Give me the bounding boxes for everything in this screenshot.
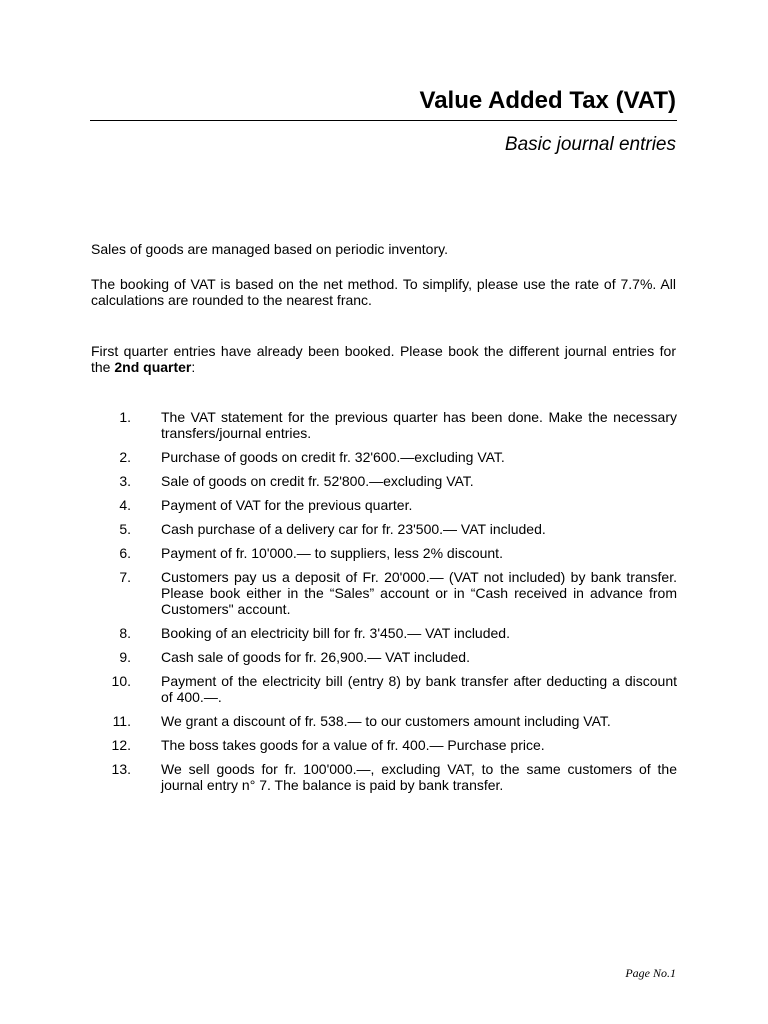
task-item bbox=[91, 737, 677, 753]
task-text: We sell goods for fr. 100'000.—, excluding VAT, to the same customers of the journal entry n° 7. The balance is paid by bank transfer. bbox=[161, 761, 677, 793]
task-number: 6. bbox=[119, 545, 131, 561]
intro-paragraph-instructions bbox=[91, 343, 676, 375]
page-title: Value Added Tax (VAT) bbox=[419, 87, 676, 114]
title-divider bbox=[90, 120, 677, 121]
task-number: 11. bbox=[112, 713, 131, 729]
task-number: 5. bbox=[119, 521, 131, 537]
page-number: Page No.1 bbox=[625, 966, 676, 980]
task-text: Payment of the electricity bill (entry 8) by bank transfer after deducting a discount of 400.—. bbox=[161, 673, 677, 705]
task-number: 9. bbox=[119, 649, 131, 665]
quarter-emphasis: 2nd quarter bbox=[114, 359, 192, 375]
task-number: 3. bbox=[119, 473, 131, 489]
task-number: 10. bbox=[111, 673, 131, 689]
task-text: We grant a discount of fr. 538.— to our customers amount including VAT. bbox=[161, 713, 611, 729]
instructions-text: First quarter entries have already been booked. Please book the different journal entries for the bbox=[91, 343, 676, 375]
task-item bbox=[91, 673, 677, 705]
task-number: 13. bbox=[111, 761, 131, 777]
task-item bbox=[91, 409, 677, 441]
task-item bbox=[91, 521, 677, 537]
task-list bbox=[91, 409, 677, 801]
task-item bbox=[91, 497, 677, 513]
task-number: 4. bbox=[119, 497, 131, 513]
task-item bbox=[91, 625, 677, 641]
task-number: 8. bbox=[119, 625, 131, 641]
task-text: The boss takes goods for a value of fr. 400.— Purchase price. bbox=[161, 737, 545, 753]
intro-paragraph-vat-method: The booking of VAT is based on the net method. To simplify, please use the rate of 7.7%. All calculations are rounded to the nearest franc. bbox=[91, 276, 676, 308]
task-number: 12. bbox=[111, 737, 131, 753]
task-text: Purchase of goods on credit fr. 32'600.—excluding VAT. bbox=[161, 449, 505, 465]
task-item bbox=[91, 473, 677, 489]
page-subtitle: Basic journal entries bbox=[504, 134, 676, 155]
instructions-colon: : bbox=[191, 359, 196, 375]
task-text: The VAT statement for the previous quarter has been done. Make the necessary transfers/journal entries. bbox=[161, 409, 677, 441]
task-item bbox=[91, 649, 677, 665]
task-item bbox=[91, 761, 677, 793]
intro-paragraph-inventory: Sales of goods are managed based on periodic inventory. bbox=[91, 241, 448, 257]
task-item bbox=[91, 545, 677, 561]
task-number: 2. bbox=[119, 449, 131, 465]
task-text: Cash purchase of a delivery car for fr. 23'500.— VAT included. bbox=[161, 521, 546, 537]
task-number: 7. bbox=[119, 569, 131, 585]
task-item bbox=[91, 713, 677, 729]
task-text: Sale of goods on credit fr. 52'800.—excluding VAT. bbox=[161, 473, 474, 489]
task-text: Payment of VAT for the previous quarter. bbox=[161, 497, 413, 513]
task-text: Booking of an electricity bill for fr. 3'450.— VAT included. bbox=[161, 625, 510, 641]
task-item bbox=[91, 449, 677, 465]
task-text: Payment of fr. 10'000.— to suppliers, less 2% discount. bbox=[161, 545, 503, 561]
task-text: Cash sale of goods for fr. 26,900.— VAT included. bbox=[161, 649, 470, 665]
task-text: Customers pay us a deposit of Fr. 20'000.— (VAT not included) by bank transfer. Please book either in the “Sales” account or in “Cash received in advance from Customers" account. bbox=[161, 569, 677, 617]
task-number: 1. bbox=[119, 409, 131, 425]
task-item bbox=[91, 569, 677, 617]
